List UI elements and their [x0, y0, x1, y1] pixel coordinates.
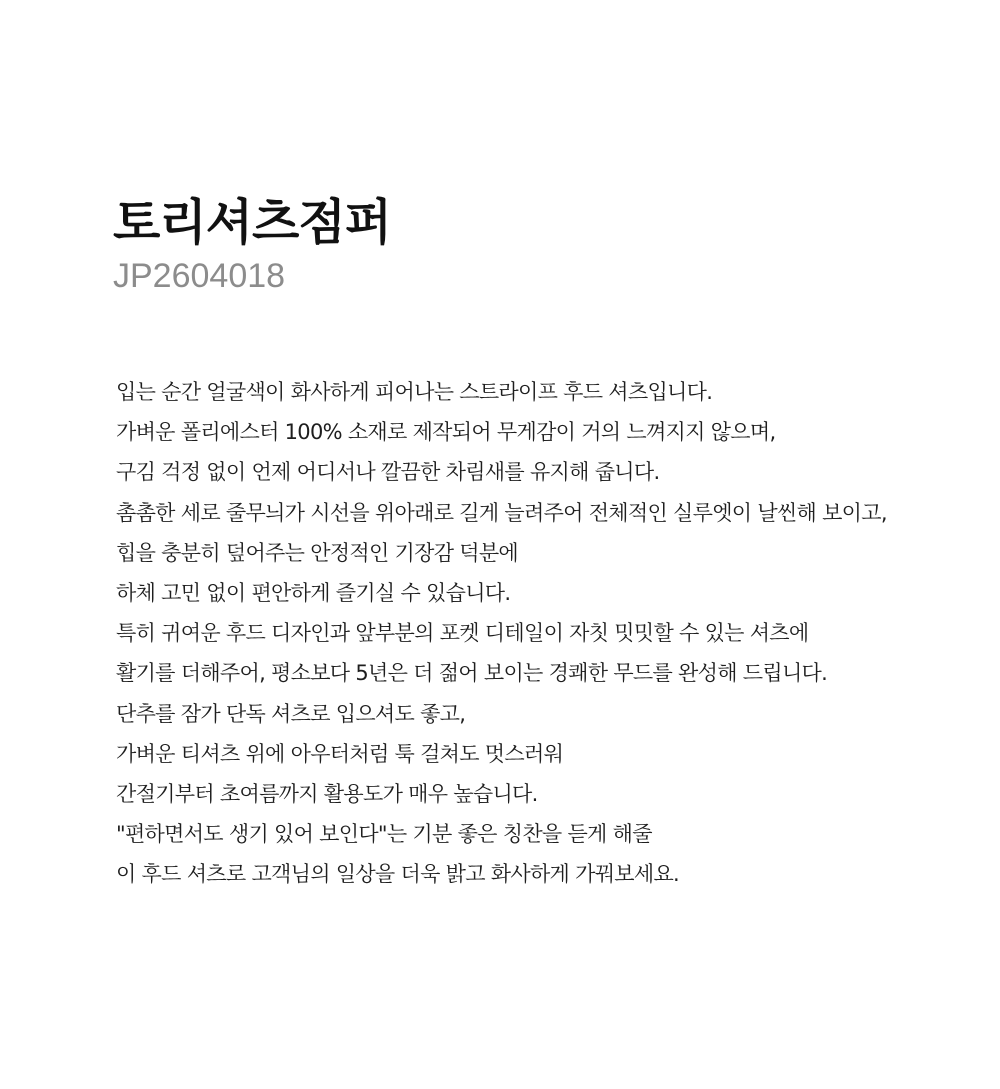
description-line: 이 후드 셔츠로 고객님의 일상을 더욱 밝고 화사하게 가꿔보세요.	[116, 862, 680, 887]
description-line: "편하면서도 생기 있어 보인다"는 기분 좋은 칭찬을 듣게 해줄	[116, 822, 652, 847]
description-line: 힙을 충분히 덮어주는 안정적인 기장감 덕분에	[116, 540, 519, 565]
description-line: 단추를 잠가 단독 셔츠로 입으셔도 좋고,	[116, 701, 466, 726]
description-line: 가벼운 폴리에스터 100% 소재로 제작되어 무게감이 거의 느껴지지 않으며,	[116, 420, 776, 445]
description-line: 특히 귀여운 후드 디자인과 앞부분의 포켓 디테일이 자칫 밋밋할 수 있는 셔츠에	[116, 621, 809, 646]
description-line: 활기를 더해주어, 평소보다 5년은 더 젊어 보이는 경쾌한 무드를 완성해 드립니다.	[116, 661, 828, 686]
description-line: 하체 고민 없이 편안하게 즐기실 수 있습니다.	[116, 581, 511, 606]
description-line: 간절기부터 초여름까지 활용도가 매우 높습니다.	[116, 782, 538, 807]
description-line: 구김 걱정 없이 언제 어디서나 깔끔한 차림새를 유지해 줍니다.	[116, 460, 660, 485]
product-header	[113, 192, 973, 298]
description-line: 가벼운 티셔츠 위에 아우터처럼 툭 걸쳐도 멋스러워	[116, 741, 564, 766]
description-line: 촘촘한 세로 줄무늬가 시선을 위아래로 길게 늘려주어 전체적인 실루엣이 날씬해 보이고,	[116, 500, 887, 525]
product-code: JP2604018	[113, 257, 286, 295]
product-description	[116, 372, 986, 895]
product-title: 토리셔츠점퍼	[113, 194, 392, 251]
description-line: 입는 순간 얼굴색이 화사하게 피어나는 스트라이프 후드 셔츠입니다.	[116, 380, 713, 404]
